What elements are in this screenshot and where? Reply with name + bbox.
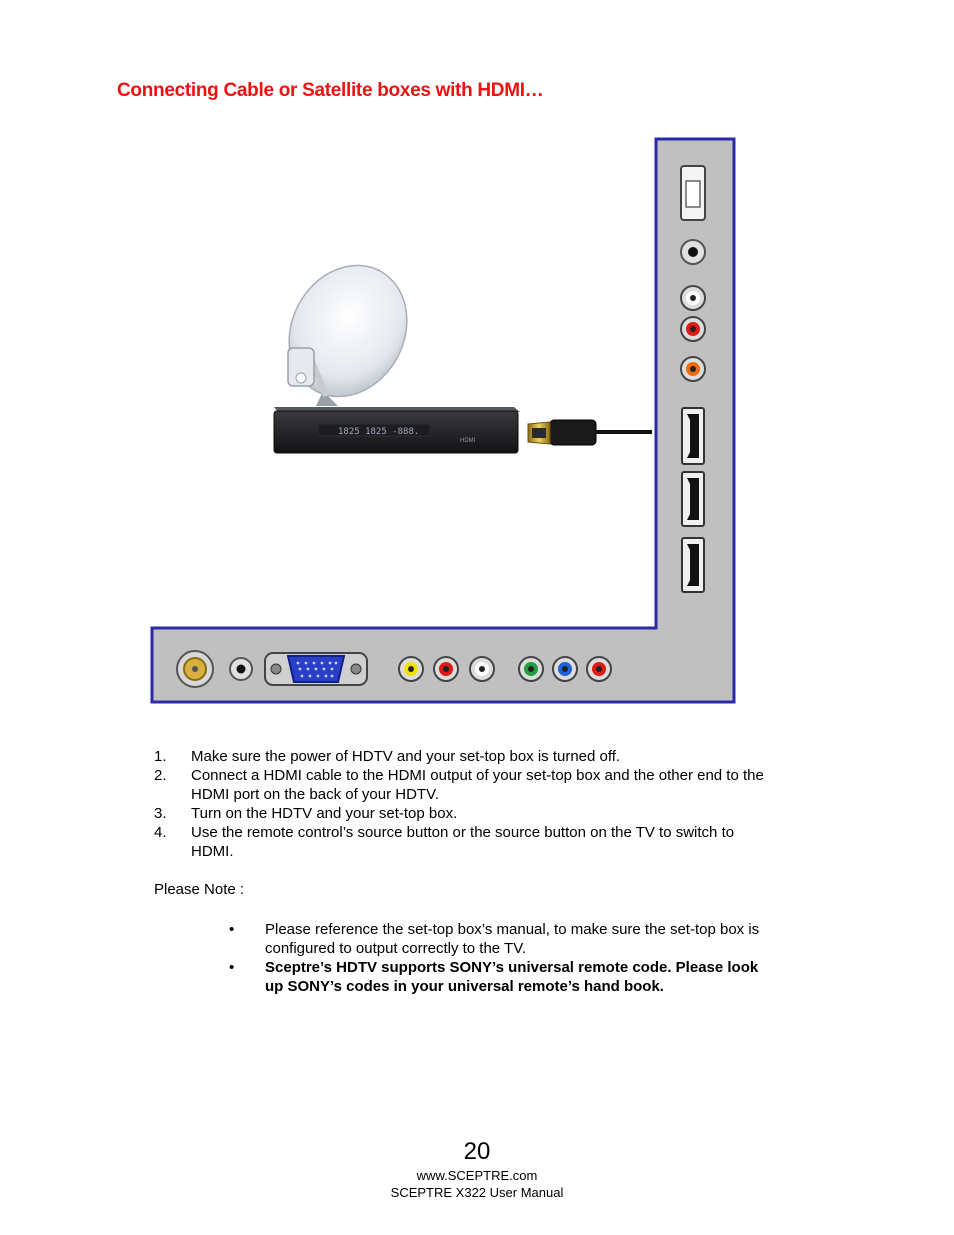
step-number: 1.	[154, 748, 167, 765]
step-text: Connect a HDMI cable to the HDMI output of your set-top box and the other end to the HDMI port on the back of your HDTV.	[191, 767, 764, 803]
page-number: 20	[463, 1138, 491, 1165]
bullet-icon: •	[229, 959, 235, 976]
audio-jack-icon	[681, 240, 705, 264]
rca-red-port-icon	[681, 317, 705, 341]
footer-website: www.SCEPTRE.com	[416, 1168, 538, 1183]
step-text: Use the remote control’s source button or the source button on the TV to switch to HDMI.	[191, 824, 735, 860]
note-item	[227, 958, 767, 996]
step-item	[154, 766, 764, 804]
box-brand-text: HDMI	[460, 438, 476, 444]
steps-list	[154, 747, 764, 861]
component-green-port-icon	[519, 657, 543, 681]
box-display-text: 1825 1825 -888.	[338, 427, 420, 437]
notes-list	[227, 920, 767, 996]
step-number: 2.	[154, 767, 167, 784]
section-heading: Connecting Cable or Satellite boxes with HDMI…	[117, 80, 544, 101]
step-item	[154, 804, 764, 823]
vga-port-icon	[265, 653, 367, 685]
note-label: Please Note :	[154, 881, 245, 898]
satellite-dish-icon	[267, 245, 430, 418]
note-text: Sceptre’s HDTV supports SONY’s universal remote code. Please look up SONY’s codes in your universal remote’s hand book.	[265, 959, 759, 995]
hdmi-port-1-icon	[682, 408, 704, 464]
step-number: 4.	[154, 824, 167, 841]
hdmi-port-3-icon	[682, 538, 704, 592]
step-text: Make sure the power of HDTV and your set-top box is turned off.	[191, 748, 621, 765]
step-item	[154, 747, 764, 766]
footer-manual-title: SCEPTRE X322 User Manual	[390, 1185, 564, 1200]
hdmi-cable-icon	[528, 420, 652, 445]
composite-red-port-icon	[434, 657, 458, 681]
step-text: Turn on the HDTV and your set-top box.	[191, 805, 458, 822]
audio-jack-bottom-icon	[230, 658, 252, 680]
coax-port-icon	[177, 651, 213, 687]
component-blue-port-icon	[553, 657, 577, 681]
step-number: 3.	[154, 805, 167, 822]
note-text: Please reference the set-top box’s manual, to make sure the set-top box is configured to output correctly to the TV.	[265, 921, 760, 957]
hdmi-port-2-icon	[682, 472, 704, 526]
set-top-box-icon	[274, 407, 520, 453]
usb-port-icon	[681, 166, 705, 220]
rca-white-port-icon	[681, 286, 705, 310]
step-item	[154, 823, 764, 861]
bullet-icon: •	[229, 921, 235, 938]
note-item	[227, 920, 767, 958]
component-red-port-icon	[587, 657, 611, 681]
composite-yellow-port-icon	[399, 657, 423, 681]
composite-white-port-icon	[470, 657, 494, 681]
rca-orange-port-icon	[681, 357, 705, 381]
connection-diagram	[148, 136, 738, 706]
